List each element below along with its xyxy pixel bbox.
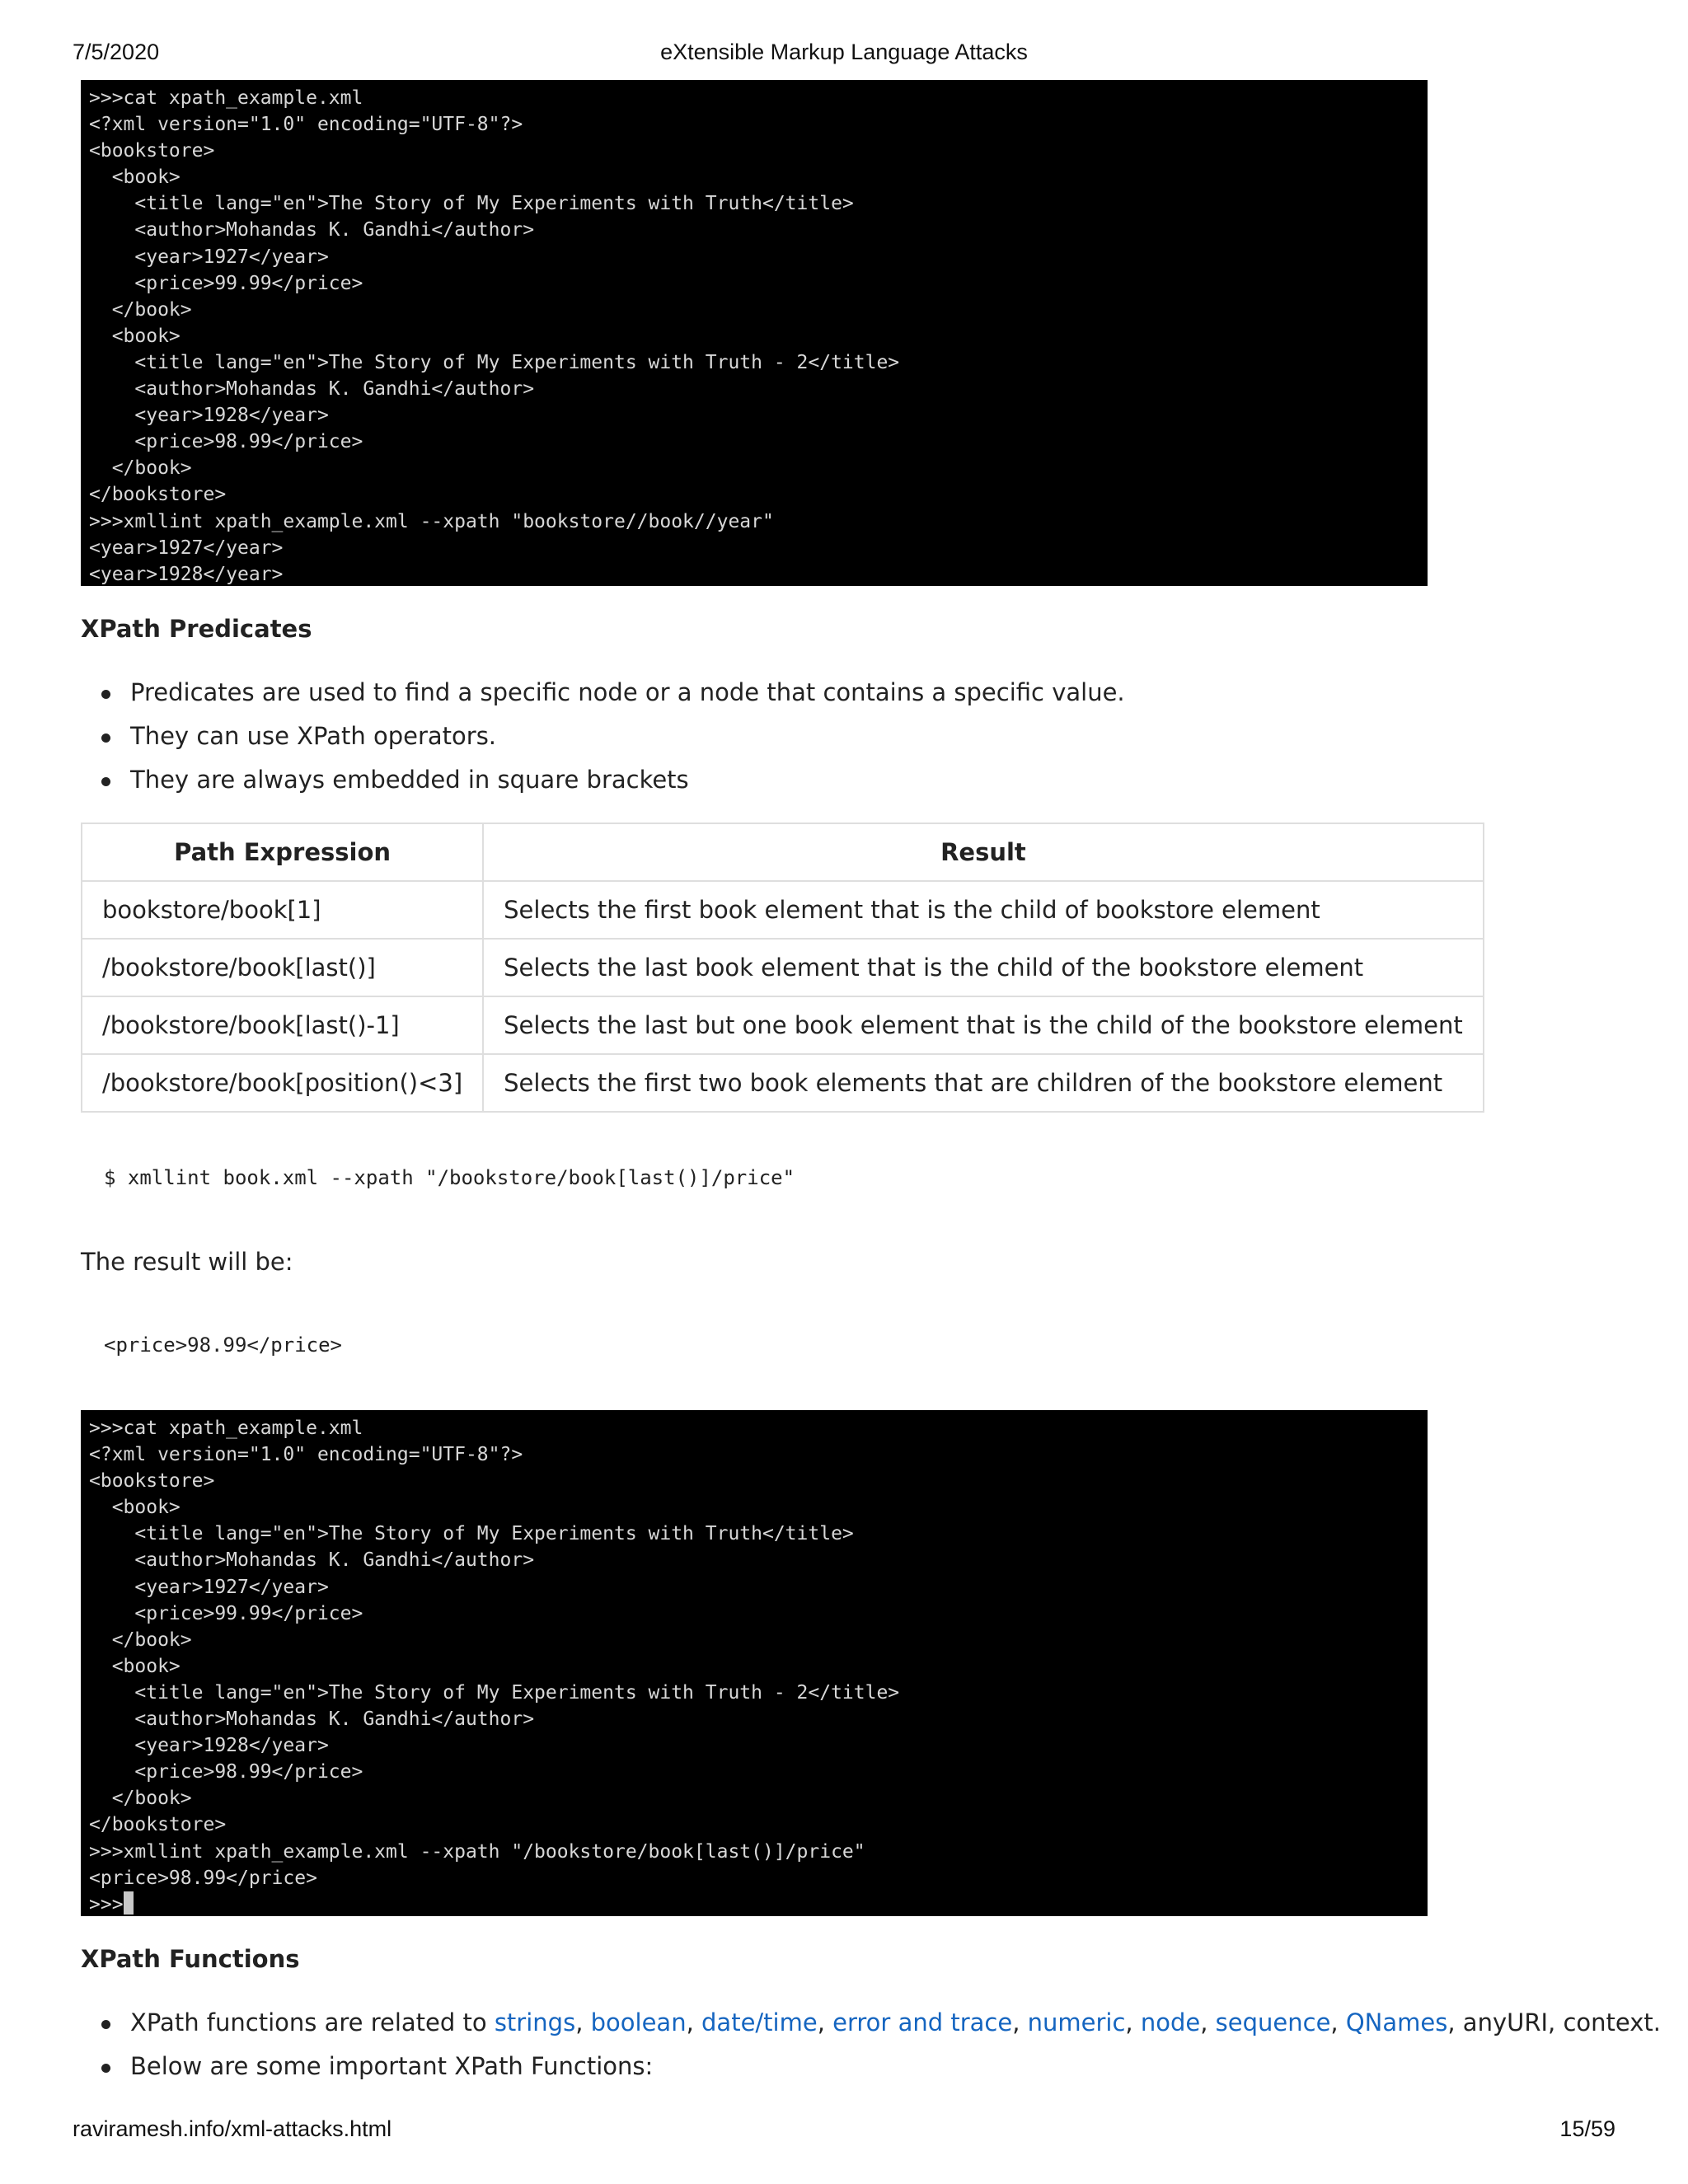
link-separator: ,	[1200, 2008, 1216, 2036]
print-footer	[73, 2116, 1615, 2146]
table-cell-path: /bookstore/book[last()-1]	[82, 996, 483, 1054]
terminal-line: <author>Mohandas K. Gandhi</author>	[89, 1549, 535, 1572]
list-item: Below are some important XPath Functions:	[81, 2045, 1661, 2088]
terminal-prompt: >>>	[89, 1893, 124, 1915]
column-header-result: Result	[483, 823, 1484, 881]
section-heading-functions: XPath Functions	[81, 1945, 300, 1973]
function-category-link[interactable]: node	[1140, 2008, 1201, 2036]
table-cell-path: /bookstore/book[position()<3]	[82, 1054, 483, 1112]
terminal-line: </bookstore>	[89, 1814, 227, 1836]
table-cell-path: bookstore/book[1]	[82, 881, 483, 939]
terminal-prompt-line	[89, 1891, 1419, 1916]
function-category-link[interactable]: QNames	[1345, 2008, 1448, 2036]
table-cell-result: Selects the last but one book element that is the child of the bookstore element	[483, 996, 1484, 1054]
document-title: eXtensible Markup Language Attacks	[660, 40, 1028, 64]
terminal-line: >>>cat xpath_example.xml	[89, 87, 363, 109]
terminal-line: >>>xmllint xpath_example.xml --xpath "bookstore//book//year"	[89, 510, 774, 532]
terminal-line: <?xml version="1.0" encoding="UTF-8"?>	[89, 114, 523, 136]
terminal-output	[89, 85, 1419, 586]
terminal-line: >>>cat xpath_example.xml	[89, 1418, 363, 1439]
link-separator: ,	[817, 2008, 833, 2036]
terminal-line: <author>Mohandas K. Gandhi</author>	[89, 219, 535, 241]
link-separator: ,	[1125, 2008, 1141, 2036]
command-code-block: $ xmllint book.xml --xpath "/bookstore/book[last()]/price"	[104, 1166, 795, 1189]
terminal-line: <price>98.99</price>	[89, 1761, 363, 1783]
terminal-line: <price>99.99</price>	[89, 272, 363, 294]
page-number: 15/59	[1559, 2116, 1615, 2141]
terminal-line: <bookstore>	[89, 140, 215, 162]
terminal-line: </book>	[89, 298, 192, 321]
function-category-link[interactable]: strings	[494, 2008, 576, 2036]
function-category-link[interactable]: sequence	[1215, 2008, 1331, 2036]
terminal-output	[89, 1415, 1419, 1891]
table-row	[82, 939, 1484, 996]
terminal-line: <title lang="en">The Story of My Experiments with Truth - 2</title>	[89, 1681, 900, 1704]
terminal-line: </bookstore>	[89, 484, 227, 506]
section-heading-predicates: XPath Predicates	[81, 615, 312, 643]
function-category-link[interactable]: numeric	[1027, 2008, 1126, 2036]
table-cell-result: Selects the last book element that is the child of the bookstore element	[483, 939, 1484, 996]
terminal-line: <year>1928</year>	[89, 1735, 329, 1757]
terminal-line: <price>98.99</price>	[89, 1867, 317, 1889]
table-header-row	[82, 823, 1484, 881]
terminal-screenshot-1	[81, 80, 1428, 586]
terminal-line: <price>98.99</price>	[89, 431, 363, 453]
terminal-line: <author>Mohandas K. Gandhi</author>	[89, 378, 535, 401]
terminal-cursor	[124, 1891, 134, 1915]
terminal-line: <title lang="en">The Story of My Experiments with Truth</title>	[89, 193, 854, 215]
table-cell-result: Selects the first book element that is the child of bookstore element	[483, 881, 1484, 939]
table-row	[82, 1054, 1484, 1112]
terminal-line: <book>	[89, 166, 181, 189]
terminal-line: <year>1928</year>	[89, 563, 284, 585]
terminal-line: <?xml version="1.0" encoding="UTF-8"?>	[89, 1444, 523, 1466]
link-separator: ,	[1330, 2008, 1346, 2036]
predicates-table	[81, 823, 1484, 1113]
terminal-line: </book>	[89, 457, 192, 480]
terminal-line: <bookstore>	[89, 1470, 215, 1493]
terminal-line: <year>1928</year>	[89, 405, 329, 427]
functions-bullet-list	[81, 2001, 1661, 2088]
column-header-path: Path Expression	[82, 823, 483, 881]
result-label: The result will be:	[81, 1248, 293, 1276]
function-category-link[interactable]: boolean	[590, 2008, 687, 2036]
function-category-link[interactable]: error and trace	[832, 2008, 1013, 2036]
result-code-block: <price>98.99</price>	[104, 1333, 342, 1357]
terminal-line: >>>xmllint xpath_example.xml --xpath "/bookstore/book[last()]/price"	[89, 1840, 865, 1863]
terminal-line: <price>99.99</price>	[89, 1602, 363, 1624]
terminal-line: <author>Mohandas K. Gandhi</author>	[89, 1708, 535, 1731]
terminal-line: <book>	[89, 1497, 181, 1519]
table-row	[82, 881, 1484, 939]
terminal-line: <title lang="en">The Story of My Experiments with Truth</title>	[89, 1523, 854, 1545]
list-item: They can use XPath operators.	[81, 715, 1125, 758]
terminal-line: <title lang="en">The Story of My Experiments with Truth - 2</title>	[89, 351, 900, 373]
list-item	[81, 2001, 1661, 2045]
table-row	[82, 996, 1484, 1054]
predicates-bullet-list	[81, 671, 1125, 802]
terminal-line: </book>	[89, 1629, 192, 1651]
terminal-line: <year>1927</year>	[89, 1576, 329, 1598]
function-category-link[interactable]: date/time	[701, 2008, 818, 2036]
function-category-links	[495, 2008, 1448, 2036]
terminal-line: <book>	[89, 1655, 181, 1677]
terminal-line: <year>1927</year>	[89, 537, 284, 559]
table-cell-result: Selects the first two book elements that are children of the bookstore element	[483, 1054, 1484, 1112]
table-cell-path: /bookstore/book[last()]	[82, 939, 483, 996]
functions-intro-text: XPath functions are related to	[130, 2008, 495, 2036]
print-date: 7/5/2020	[73, 40, 160, 64]
list-item: They are always embedded in square brackets	[81, 758, 1125, 802]
functions-intro-suffix: , anyURI, context.	[1447, 2008, 1661, 2036]
link-separator: ,	[1012, 2008, 1028, 2036]
list-item: Predicates are used to find a specific node or a node that contains a specific value.	[81, 671, 1125, 715]
link-separator: ,	[575, 2008, 591, 2036]
print-header	[73, 40, 1615, 69]
page-url: raviramesh.info/xml-attacks.html	[73, 2116, 392, 2141]
link-separator: ,	[686, 2008, 702, 2036]
terminal-line: <year>1927</year>	[89, 246, 329, 268]
terminal-line: </book>	[89, 1788, 192, 1810]
terminal-screenshot-2	[81, 1410, 1428, 1916]
terminal-line: <book>	[89, 325, 181, 347]
